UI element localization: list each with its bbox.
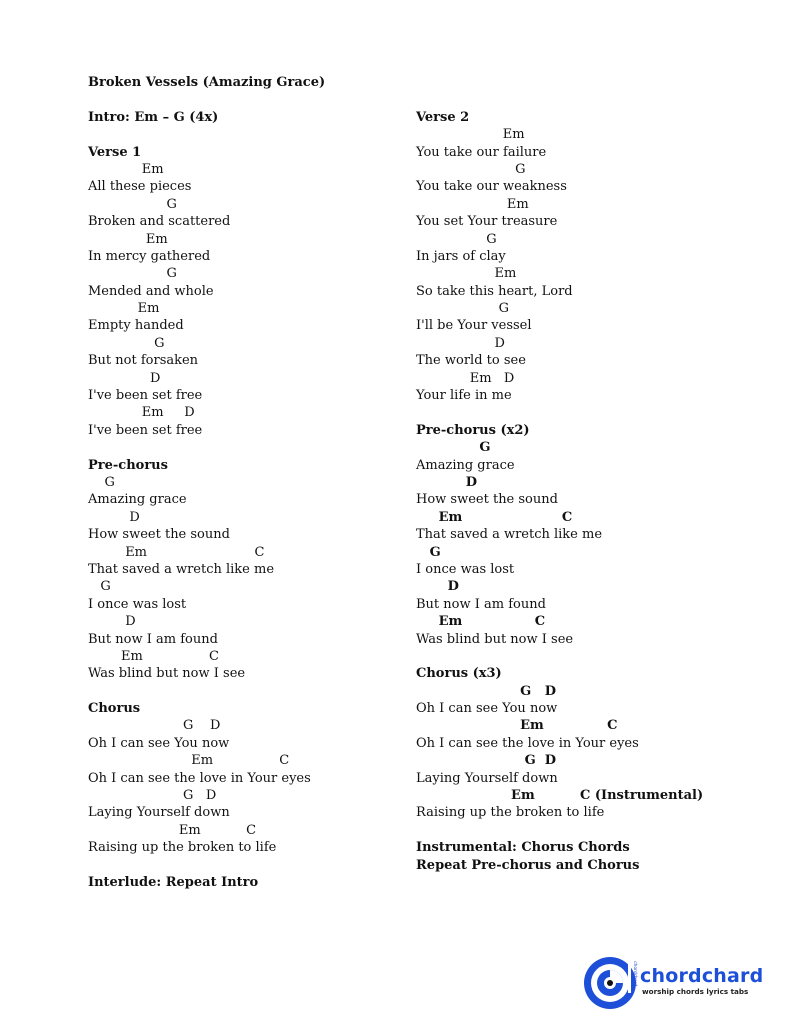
- lyric-line: Amazing grace: [88, 492, 187, 508]
- verse2-heading: Verse 2: [416, 109, 470, 125]
- lyric-line: Oh I can see the love in Your eyes: [416, 735, 639, 751]
- chord-line: G: [88, 335, 165, 351]
- lyric-line: But now I am found: [88, 631, 218, 647]
- chorus-heading: Chorus: [88, 701, 141, 717]
- chord-line: G D: [416, 753, 557, 769]
- lyric-line: The world to see: [416, 353, 526, 369]
- lyric-line: I once was lost: [416, 561, 515, 577]
- logo-name: chordchard: [640, 965, 764, 987]
- lyric-line: Laying Yourself down: [416, 770, 558, 786]
- lyric-line: How sweet the sound: [88, 527, 230, 543]
- lyric-line: Was blind but now I see: [88, 666, 246, 682]
- chord-line: G D: [88, 718, 221, 734]
- chord-line: G: [88, 474, 115, 490]
- lyric-line: But now I am found: [416, 596, 546, 612]
- lyric-line: Was blind but now I see: [416, 631, 574, 647]
- chord-line: Em: [416, 266, 517, 282]
- lyric-line: In jars of clay: [416, 248, 506, 264]
- instrumental-line: Instrumental: Chorus Chords: [416, 840, 630, 856]
- lyric-line: But not forsaken: [88, 353, 199, 369]
- chord-line: D: [88, 614, 136, 630]
- chord-line: G: [416, 440, 491, 456]
- prechorus-x2-heading: Pre-chorus (x2): [416, 422, 530, 438]
- lyric-line: I've been set free: [88, 388, 203, 404]
- chord-line: Em: [416, 196, 529, 212]
- lyric-line: I'll be Your vessel: [416, 318, 532, 334]
- lyric-line: Oh I can see You now: [416, 701, 558, 717]
- chord-line: Em C: [88, 544, 265, 560]
- song-title: Broken Vessels (Amazing Grace): [88, 75, 326, 90]
- prechorus-heading: Pre-chorus: [88, 457, 168, 473]
- chord-line: Em C: [416, 509, 573, 525]
- chord-line: Em: [88, 231, 168, 247]
- lyric-line: Your life in me: [416, 388, 512, 404]
- lyric-line: You set Your treasure: [416, 214, 558, 230]
- chord-line: Em: [416, 127, 525, 143]
- chord-line: G: [88, 579, 111, 595]
- chord-line: Em: [88, 161, 164, 177]
- chordchard-logo[interactable]: [584, 953, 764, 1013]
- lyric-line: I've been set free: [88, 422, 203, 438]
- lyric-line: How sweet the sound: [416, 492, 558, 508]
- right-column: [416, 74, 776, 874]
- prechorus-block: [88, 474, 388, 683]
- prechorus-x2-block: [416, 439, 776, 648]
- chord-line: G: [416, 301, 510, 317]
- logo-vertical-text: chordchard: [632, 961, 637, 987]
- lyric-line: Amazing grace: [416, 457, 515, 473]
- repeat-line: Repeat Pre-chorus and Chorus: [416, 857, 640, 873]
- chord-line: G: [88, 266, 177, 282]
- chord-line: Em D: [88, 405, 195, 421]
- lyric-line: Raising up the broken to life: [88, 840, 277, 856]
- chord-line: Em: [88, 301, 160, 317]
- chord-line: G: [416, 161, 526, 177]
- chord-line: G: [416, 231, 497, 247]
- chorus-block: [88, 717, 388, 856]
- chord-line: Em C (Instrumental): [416, 788, 704, 804]
- left-column: [88, 74, 388, 891]
- chorus-x3-heading: Chorus (x3): [416, 666, 502, 682]
- lyric-line: So take this heart, Lord: [416, 283, 573, 299]
- lyric-line: I once was lost: [88, 596, 187, 612]
- intro-line: Intro: Em – G (4x): [88, 109, 219, 125]
- chord-line: G: [88, 196, 177, 212]
- lyric-line: Laying Yourself down: [88, 805, 230, 821]
- lyric-line: That saved a wretch like me: [88, 561, 275, 577]
- chorus-x3-block: [416, 683, 776, 822]
- chord-line: G D: [88, 788, 217, 804]
- lyric-line: Mended and whole: [88, 283, 214, 299]
- lyric-line: Empty handed: [88, 318, 184, 334]
- chord-line: D: [88, 370, 161, 386]
- lyric-line: You take our weakness: [416, 179, 567, 195]
- chord-line: D: [416, 335, 505, 351]
- verse2-block: [416, 126, 776, 404]
- lyric-line: Oh I can see the love in Your eyes: [88, 770, 311, 786]
- lyric-line: Raising up the broken to life: [416, 805, 605, 821]
- chord-line: D: [416, 474, 478, 490]
- chord-line: Em C: [88, 648, 219, 664]
- chord-line: Em D: [416, 370, 515, 386]
- chord-line: Em C: [88, 753, 290, 769]
- chord-line: Em C: [88, 822, 257, 838]
- lyric-line: You take our failure: [416, 144, 547, 160]
- lyric-line: That saved a wretch like me: [416, 527, 603, 543]
- chord-line: Em C: [416, 614, 546, 630]
- lyric-line: In mercy gathered: [88, 248, 211, 264]
- verse1-heading: Verse 1: [88, 144, 142, 160]
- logo-tagline: worship chords lyrics tabs: [642, 987, 749, 996]
- chord-line: G D: [416, 683, 557, 699]
- interlude-line: Interlude: Repeat Intro: [88, 874, 259, 890]
- lyric-line: Broken and scattered: [88, 214, 231, 230]
- lyric-line: All these pieces: [88, 179, 192, 195]
- verse1-block: [88, 161, 388, 439]
- chord-line: Em C: [416, 718, 618, 734]
- chord-line: D: [88, 509, 140, 525]
- chordchard-logo-icon: [584, 953, 640, 1013]
- chord-line: D: [416, 579, 459, 595]
- chord-line: G: [416, 544, 441, 560]
- lyric-line: Oh I can see You now: [88, 735, 230, 751]
